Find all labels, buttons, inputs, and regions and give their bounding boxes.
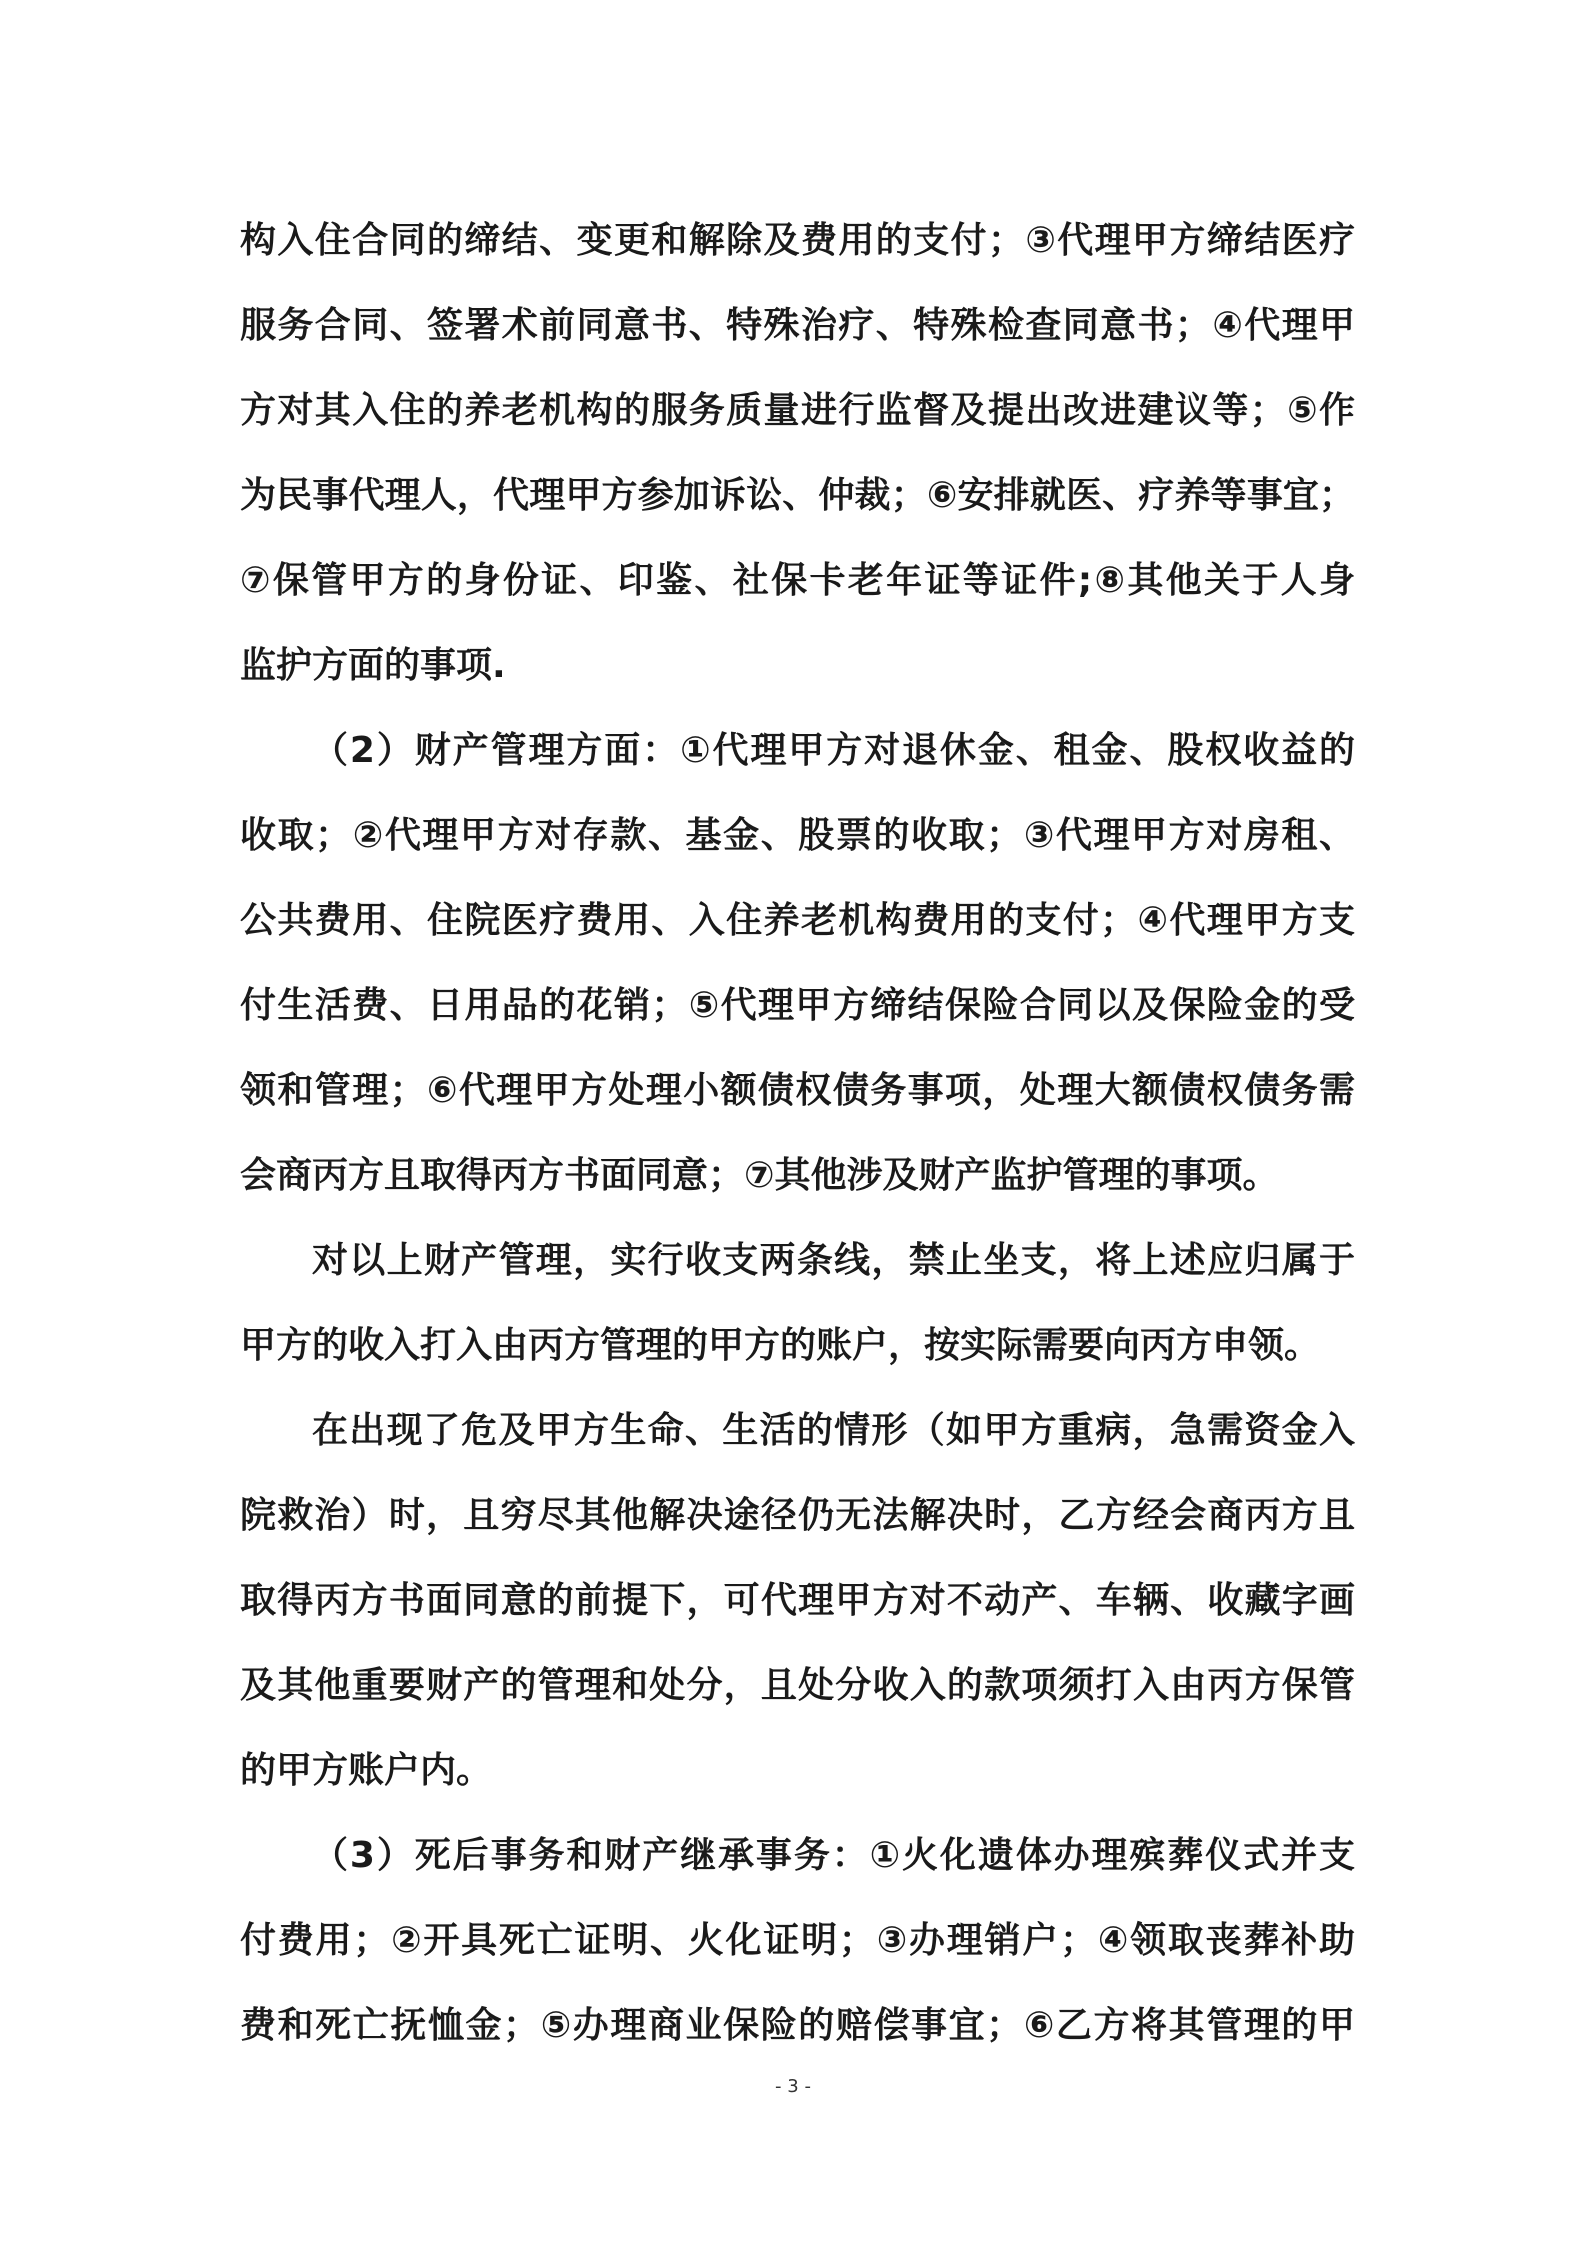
text-line: 会商丙方且取得丙方书面同意；⑦其他涉及财产监护管理的事项。 <box>240 1155 1279 1196</box>
text-line: 构入住合同的缔结、变更和解除及费用的支付；③代理甲方缔结医疗 <box>240 220 1355 261</box>
text-line: 领和管理；⑥代理甲方处理小额债权债务事项，处理大额债权债务需 <box>240 1070 1355 1111</box>
text-line: 为民事代理人，代理甲方参加诉讼、仲裁；⑥安排就医、疗养等事宜； <box>240 475 1355 516</box>
text-line: 院救治）时，且穷尽其他解决途径仍无法解决时，乙方经会商丙方且 <box>240 1495 1355 1536</box>
text-line: 监护方面的事项. <box>240 645 506 686</box>
text-line: 的甲方账户内。 <box>240 1750 493 1791</box>
text-line: 付生活费、日用品的花销；⑤代理甲方缔结保险合同以及保险金的受 <box>240 985 1355 1026</box>
text-line: 甲方的收入打入由丙方管理的甲方的账户，按实际需要向丙方申领。 <box>240 1325 1321 1366</box>
body-text <box>240 198 1355 2068</box>
page-number: - 3 - <box>775 2076 811 2097</box>
text-line: 服务合同、签署术前同意书、特殊治疗、特殊检查同意书；④代理甲 <box>240 305 1355 346</box>
text-line: 在出现了危及甲方生命、生活的情形（如甲方重病，急需资金入 <box>312 1410 1355 1451</box>
text-line: 公共费用、住院医疗费用、入住养老机构费用的支付；④代理甲方支 <box>240 900 1355 941</box>
text-line: 费和死亡抚恤金；⑤办理商业保险的赔偿事宜；⑥乙方将其管理的甲 <box>240 2005 1355 2046</box>
text-line: （2）财产管理方面：①代理甲方对退休金、租金、股权收益的 <box>312 730 1355 771</box>
text-line: 对以上财产管理，实行收支两条线，禁止坐支，将上述应归属于 <box>312 1240 1355 1281</box>
text-line: 收取；②代理甲方对存款、基金、股票的收取；③代理甲方对房租、 <box>240 815 1355 856</box>
text-line: 及其他重要财产的管理和处分，且处分收入的款项须打入由丙方保管 <box>240 1665 1355 1706</box>
text-line: 方对其入住的养老机构的服务质量进行监督及提出改进建议等；⑤作 <box>240 390 1355 431</box>
text-line: 取得丙方书面同意的前提下，可代理甲方对不动产、车辆、收藏字画 <box>240 1580 1355 1621</box>
text-line: 付费用；②开具死亡证明、火化证明；③办理销户；④领取丧葬补助 <box>240 1920 1355 1961</box>
text-line: （3）死后事务和财产继承事务：①火化遗体办理殡葬仪式并支 <box>312 1835 1355 1876</box>
text-line: ⑦保管甲方的身份证、印鉴、社保卡老年证等证件;⑧其他关于人身 <box>240 560 1355 601</box>
